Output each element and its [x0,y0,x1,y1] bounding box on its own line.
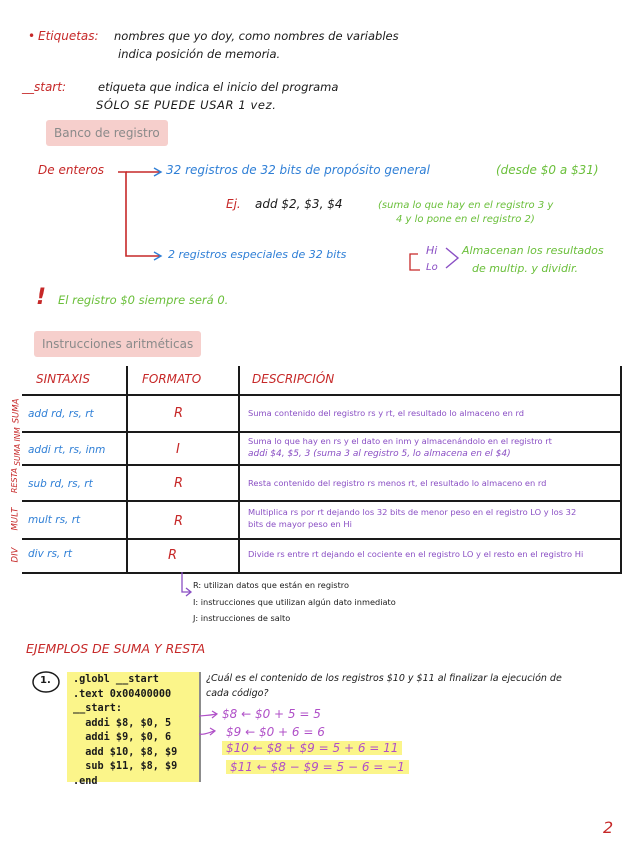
header-sintaxis: SINTAXIS [36,372,90,386]
header-descripcion: DESCRIPCIÓN [252,372,335,386]
side-label: RESTA [10,467,20,494]
ejemplo-label: Ej. [226,197,241,211]
side-label: MULT [10,507,21,531]
examples-title: EJEMPLOS DE SUMA Y RESTA [26,641,206,656]
etiquetas-term: Etiquetas: [38,29,99,43]
syntax-cell: add rd, rs, rt [28,408,94,420]
syntax-cell: sub rd, rs, rt [28,478,93,490]
format-cell: R [174,514,184,529]
code-line: sub $11, $8, $9 [73,761,178,772]
syntax-cell: div rs, rt [28,548,73,560]
code-line: __start: [73,703,123,714]
exercise-question-1: ¿Cuál es el contenido de los registros $10 y $11 al finalizar la ejecución de [206,673,562,684]
desc-cell: bits de mayor peso en Hi [248,519,352,529]
step-line: $8 ← $0 + 5 = 5 [222,707,321,721]
etiquetas-line1: nombres que yo doy, como nombres de variables [114,29,399,43]
code-line: addi $8, $0, 5 [73,717,172,729]
code-line: addi $9, $0, 6 [73,732,172,743]
desc-cell: Divide rs entre rt dejando el cociente en el registro LO y el resto en el registro Hi [248,549,584,559]
page-number: 2 [603,818,614,837]
registros-especiales: 2 registros especiales de 32 bits [168,248,347,261]
etiquetas-bullet: • [28,29,36,43]
header-formato: FORMATO [142,372,202,386]
format-cell: R [174,406,184,421]
start-term: __start: [22,80,66,94]
side-label: DIV [10,547,21,563]
step-line: $10 ← $8 + $9 = 5 + 6 = 11 [222,741,402,755]
banco-registro-tag: Banco de registro [46,120,168,146]
desc-example: addi $4, $5, 3 (suma 3 al registro 5, lo almacena en el $4) [248,449,511,459]
side-label: SUMA INM [12,427,22,466]
registro-hi: Hi [426,244,438,257]
legend-j: J: instrucciones de salto [193,613,291,623]
start-line1: etiqueta que indica el inicio del programa [98,80,339,94]
ejemplo-nota-2: 4 y lo pone en el registro 2) [396,214,535,225]
code-line: .end [73,775,98,787]
desc-cell: Suma lo que hay en rs y el dato en inm y almacenándolo en el registro rt [248,436,552,446]
legend-r: R: utilizan datos que están en registro [193,580,349,590]
especiales-nota-1: Almacenan los resultados [462,244,604,257]
format-cell: R [174,476,184,491]
legend-i: I: instrucciones que utilizan algún dato inmediato [193,597,396,607]
desc-cell: Multiplica rs por rt dejando los 32 bits de menor peso en el registro LO y los 32 [248,507,577,517]
start-line2: SÓLO SE PUEDE USAR 1 vez. [96,98,277,112]
syntax-cell: addi rt, rs, inm [28,444,106,456]
code-line: .globl __start [73,674,159,685]
ejemplo-nota-1: (suma lo que hay en el registro 3 y [378,200,554,211]
side-label: SUMA [11,398,22,424]
exercise-question-2: cada código? [206,688,269,699]
registros-32: 32 registros de 32 bits de propósito general [166,163,430,177]
etiquetas-line2: indica posición de memoria. [118,47,281,61]
step-line: $9 ← $0 + 6 = 6 [226,725,325,739]
registros-32-rango: (desde $0 a $31) [496,163,599,177]
warning-text: El registro $0 siempre será 0. [58,293,229,307]
especiales-nota-2: de multip. y dividir. [472,262,578,275]
format-cell: I [176,442,180,457]
code-block [67,672,199,787]
exercise-number: 1. [40,675,51,686]
syntax-cell: mult rs, rt [28,514,81,526]
format-cell: R [168,548,178,563]
registro-lo: Lo [426,262,438,273]
enteros-label: De enteros [38,163,105,177]
desc-cell: Resta contenido del registro rs menos rt, el resultado lo almaceno en rd [248,478,547,488]
desc-cell: Suma contenido del registro rs y rt, el resultado lo almaceno en rd [248,408,525,418]
ejemplo-code: add $2, $3, $4 [255,197,343,211]
code-line: add $10, $8, $9 [73,746,178,758]
code-line: .text 0x00400000 [73,688,172,700]
step-line: $11 ← $8 − $9 = 5 − 6 = −1 [226,760,409,774]
aritmeticas-tag: Instrucciones aritméticas [34,331,201,357]
warning-icon: ! [36,285,47,310]
